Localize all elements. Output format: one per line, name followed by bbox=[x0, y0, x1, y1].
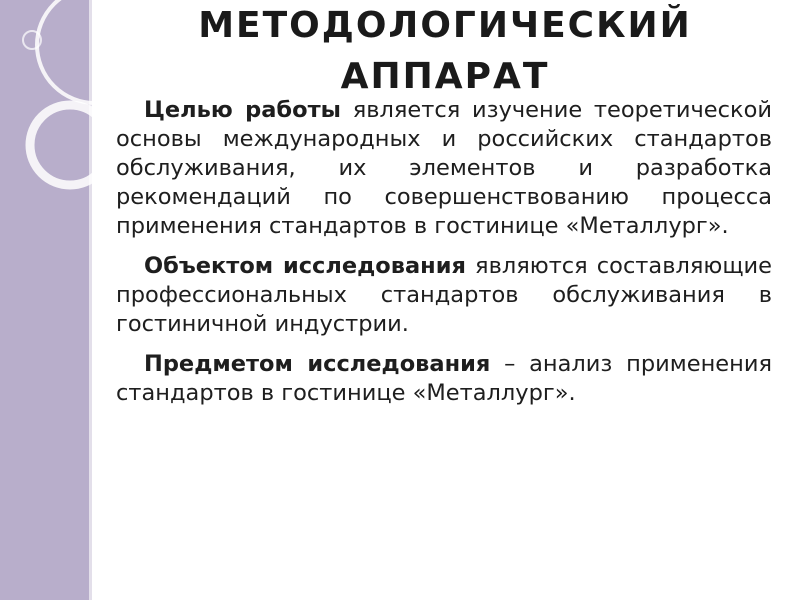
slide-title-line1: МЕТОДОЛОГИЧЕСКИЙ bbox=[198, 5, 692, 46]
slide-title-line2: АППАРАТ bbox=[340, 56, 550, 97]
subject-text: – анализ применения стандартов в гостинице «Металлург». bbox=[116, 351, 772, 406]
ring-medium bbox=[30, 105, 110, 185]
slide-body bbox=[116, 96, 772, 419]
subject-lead: Предметом исследования bbox=[144, 351, 491, 377]
object-lead: Объектом исследования bbox=[144, 253, 466, 279]
object-text: являются составляющие профессиональных стандартов обслуживания в гостиничной индустрии. bbox=[116, 253, 772, 337]
goal-lead: Целью работы bbox=[144, 97, 341, 123]
subject-paragraph bbox=[116, 350, 772, 408]
goal-paragraph bbox=[116, 96, 772, 241]
object-paragraph bbox=[116, 252, 772, 339]
goal-text: является изучение теоретической основы международных и российских стандартов обслуживания, их элементов и разработка рекомендаций по совершенствованию процесса применения стандартов в гостинице «Металлург». bbox=[116, 97, 772, 239]
